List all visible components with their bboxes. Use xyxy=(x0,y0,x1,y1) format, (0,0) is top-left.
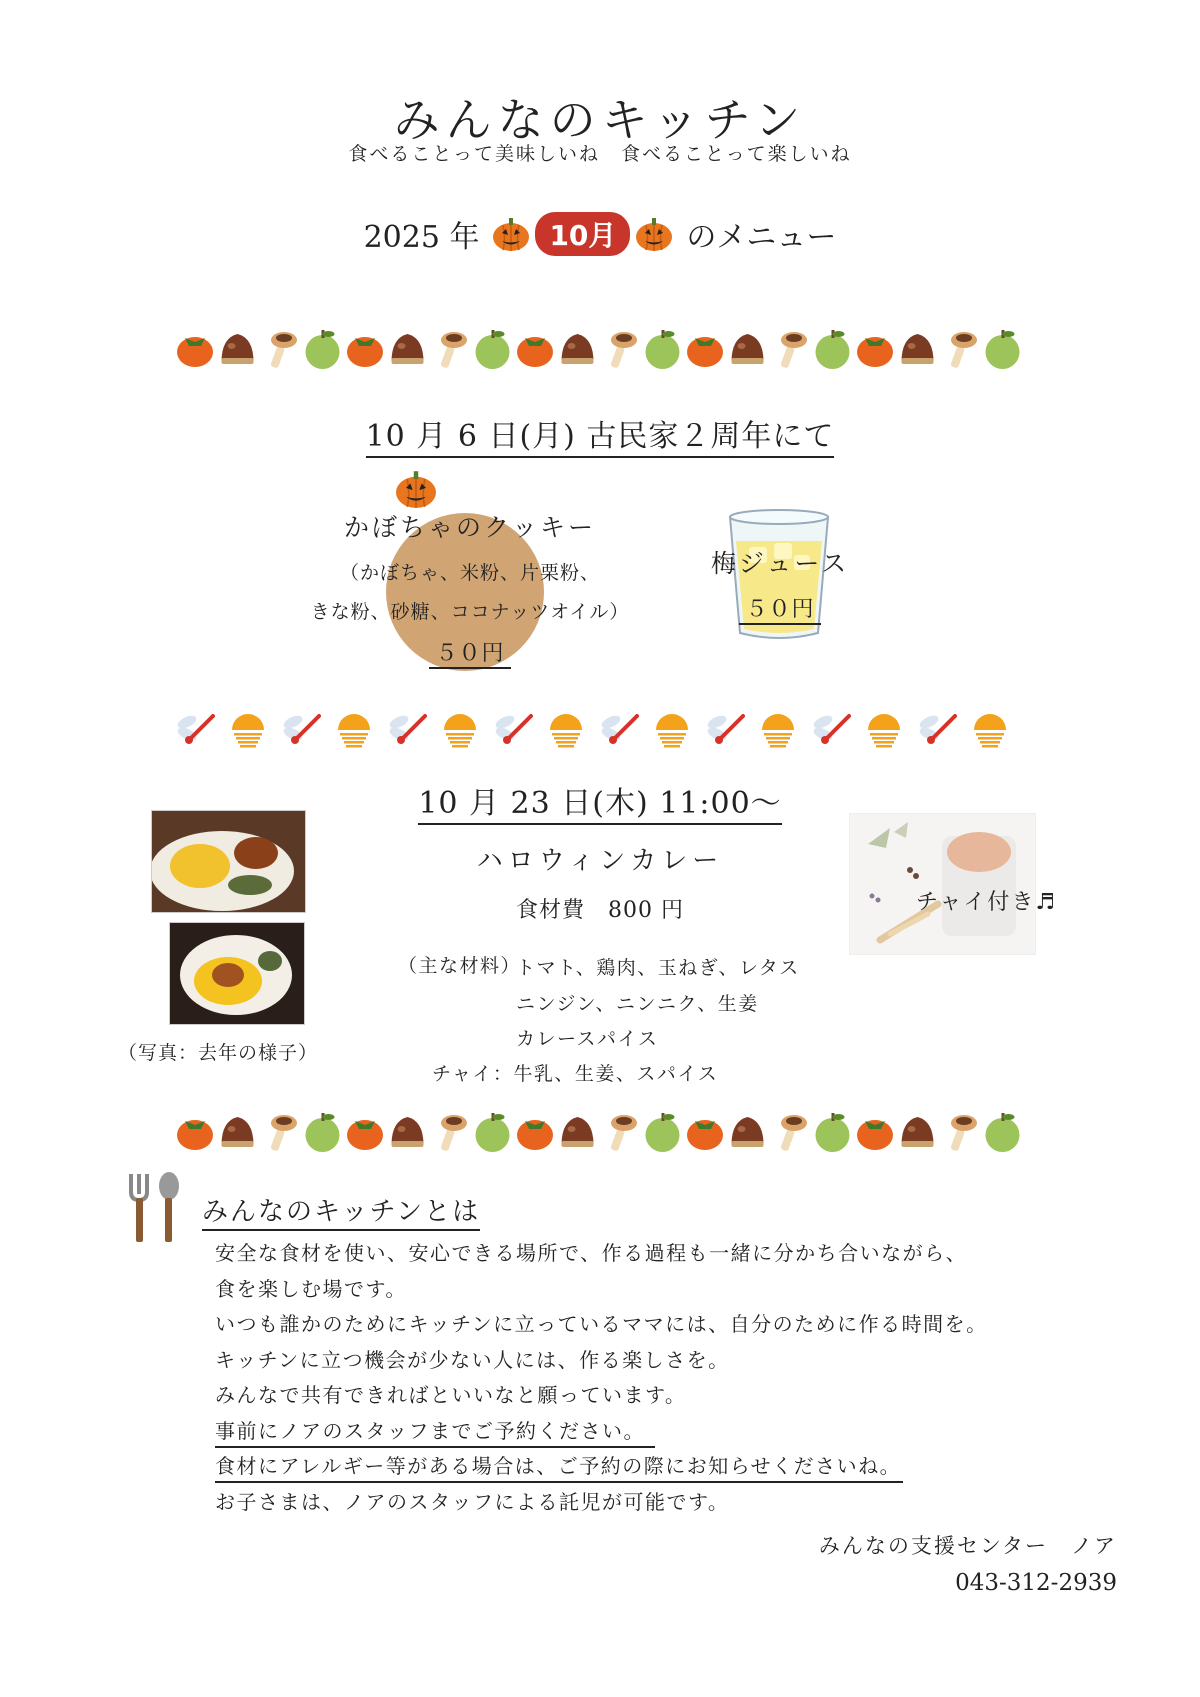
apple-icon xyxy=(646,330,680,369)
dragonfly-icon xyxy=(600,713,637,744)
photo-caption: （写真：去年の様子） xyxy=(118,1042,319,1064)
chestnut-icon xyxy=(902,1117,934,1147)
chestnut-icon xyxy=(392,334,424,364)
mushroom-icon xyxy=(270,1115,297,1152)
dragonfly-icon xyxy=(706,713,743,744)
juice-block xyxy=(690,544,870,623)
pumpkin-icon xyxy=(634,216,674,252)
dragonfly-icon xyxy=(918,713,955,744)
about-line: みんなで共有できればといいなと願っています。 xyxy=(215,1383,687,1407)
about-line: いつも誰かのためにキッチンに立っているママには、自分のために作る時間を。 xyxy=(215,1312,988,1336)
dragonfly-icon xyxy=(494,713,531,744)
apple-icon xyxy=(306,1113,340,1152)
dragonfly-icon xyxy=(282,713,319,744)
autumn-garland-bottom xyxy=(175,1111,1025,1155)
apple-icon xyxy=(476,1113,510,1152)
cookie-block xyxy=(260,508,680,667)
cookie-price: ５０円 xyxy=(429,641,510,669)
about-body xyxy=(215,1236,1115,1520)
mushroom-icon xyxy=(440,332,467,369)
curry-photo-1 xyxy=(151,810,306,913)
curry-fee: 食材費 800 円 xyxy=(516,898,684,923)
about-line: キッチンに立つ機会が少ない人には、作る楽しさを。 xyxy=(215,1347,730,1372)
chai-ingredients: チャイ：牛乳、生姜、スパイス xyxy=(432,1063,719,1085)
persimmon-icon xyxy=(857,1120,893,1150)
apple-icon xyxy=(306,330,340,369)
pumpkin-icon xyxy=(491,216,531,252)
juice-name: 梅ジュース xyxy=(710,549,850,578)
chestnut-icon xyxy=(902,334,934,364)
mushroom-icon xyxy=(950,332,977,369)
persimmon-icon xyxy=(177,337,213,367)
about-heading-wrap xyxy=(202,1195,480,1231)
fork-spoon-icon xyxy=(123,1170,187,1246)
pumpkin-icon xyxy=(392,469,440,509)
persimmon-icon xyxy=(857,337,893,367)
sunset-icon xyxy=(550,714,582,748)
cookie-ingredients-2: きな粉、砂糖、ココナッツオイル） xyxy=(310,601,630,623)
mushroom-icon xyxy=(610,1115,637,1152)
ingredient-line: トマト、鶏肉、玉ねぎ、レタス xyxy=(516,957,800,979)
chai-label: チャイ付き♬ xyxy=(916,890,1058,915)
dragonfly-icon xyxy=(812,713,849,744)
persimmon-icon xyxy=(517,337,553,367)
organization-name: みんなの支援センター ノア xyxy=(818,1534,1117,1558)
sunset-icon xyxy=(656,714,688,748)
persimmon-icon xyxy=(347,1120,383,1150)
apple-icon xyxy=(816,1113,850,1152)
cookie-name: かぼちゃのクッキー xyxy=(343,513,596,542)
chestnut-icon xyxy=(562,1117,594,1147)
sunset-icon xyxy=(444,714,476,748)
event1-heading: 10 月 6 日(月) 古民家２周年にて xyxy=(366,419,835,458)
event2-heading: 10 月 23 日(木) 11:00～ xyxy=(418,786,781,825)
page-subtitle: 食べることって美味しいね 食べることって楽しいね xyxy=(348,143,852,165)
page-title: みんなのキッチン xyxy=(393,93,807,147)
cookie-ingredients-1: （かぼちゃ、米粉、片栗粉、 xyxy=(339,562,600,584)
sunset-icon xyxy=(232,714,264,748)
mushroom-icon xyxy=(270,332,297,369)
persimmon-icon xyxy=(687,1120,723,1150)
about-line: 食を楽しむ場です。 xyxy=(215,1276,407,1301)
apple-icon xyxy=(646,1113,680,1152)
chestnut-icon xyxy=(222,334,254,364)
reservation-note: 事前にノアのスタッフまでご予約ください。 xyxy=(215,1416,655,1448)
menu-suffix: のメニュー xyxy=(686,220,837,255)
month-badge-group xyxy=(491,212,674,256)
dragonfly-garland xyxy=(175,708,1025,752)
ingredient-line: ニンジン、ニンニク、生姜 xyxy=(516,992,759,1015)
juice-price: ５０円 xyxy=(739,597,820,625)
apple-icon xyxy=(476,330,510,369)
menu-year: 2025 年 xyxy=(363,220,480,255)
phone-number: 043-312-2939 xyxy=(955,1570,1117,1596)
dragonfly-icon xyxy=(388,713,425,744)
mushroom-icon xyxy=(780,332,807,369)
event1-heading-wrap xyxy=(0,411,1200,455)
persimmon-icon xyxy=(177,1120,213,1150)
menu-heading xyxy=(0,212,1200,256)
persimmon-icon xyxy=(347,337,383,367)
curry-dish: ハロウィンカレー xyxy=(476,846,724,876)
about-heading: みんなのキッチンとは xyxy=(202,1195,480,1231)
about-line: 安全な食材を使い、安心できる場所で、作る過程も一緒に分かち合いながら、 xyxy=(215,1241,968,1265)
apple-icon xyxy=(986,330,1020,369)
chestnut-icon xyxy=(222,1117,254,1147)
chai-image xyxy=(849,813,1036,955)
apple-icon xyxy=(986,1113,1020,1152)
ingredients-label: （主な材料） xyxy=(398,955,522,977)
dragonfly-icon xyxy=(176,713,213,744)
mushroom-icon xyxy=(610,332,637,369)
childcare-note: お子さまは、ノアのスタッフによる託児が可能です。 xyxy=(215,1489,730,1514)
chestnut-icon xyxy=(562,334,594,364)
chestnut-icon xyxy=(732,334,764,364)
persimmon-icon xyxy=(687,337,723,367)
allergy-note: 食材にアレルギー等がある場合は、ご予約の際にお知らせくださいね。 xyxy=(215,1451,903,1483)
sunset-icon xyxy=(762,714,794,748)
chestnut-icon xyxy=(392,1117,424,1147)
mushroom-icon xyxy=(950,1115,977,1152)
persimmon-icon xyxy=(517,1120,553,1150)
sunset-icon xyxy=(338,714,370,748)
mushroom-icon xyxy=(780,1115,807,1152)
apple-icon xyxy=(816,330,850,369)
month-badge: 10月 xyxy=(535,212,630,256)
autumn-garland-top xyxy=(175,328,1025,372)
ingredients-list xyxy=(516,951,800,1058)
chestnut-icon xyxy=(732,1117,764,1147)
ingredient-line: カレースパイス xyxy=(516,1028,659,1050)
sunset-icon xyxy=(868,714,900,748)
curry-photo-2 xyxy=(169,922,305,1025)
sunset-icon xyxy=(974,714,1006,748)
mushroom-icon xyxy=(440,1115,467,1152)
